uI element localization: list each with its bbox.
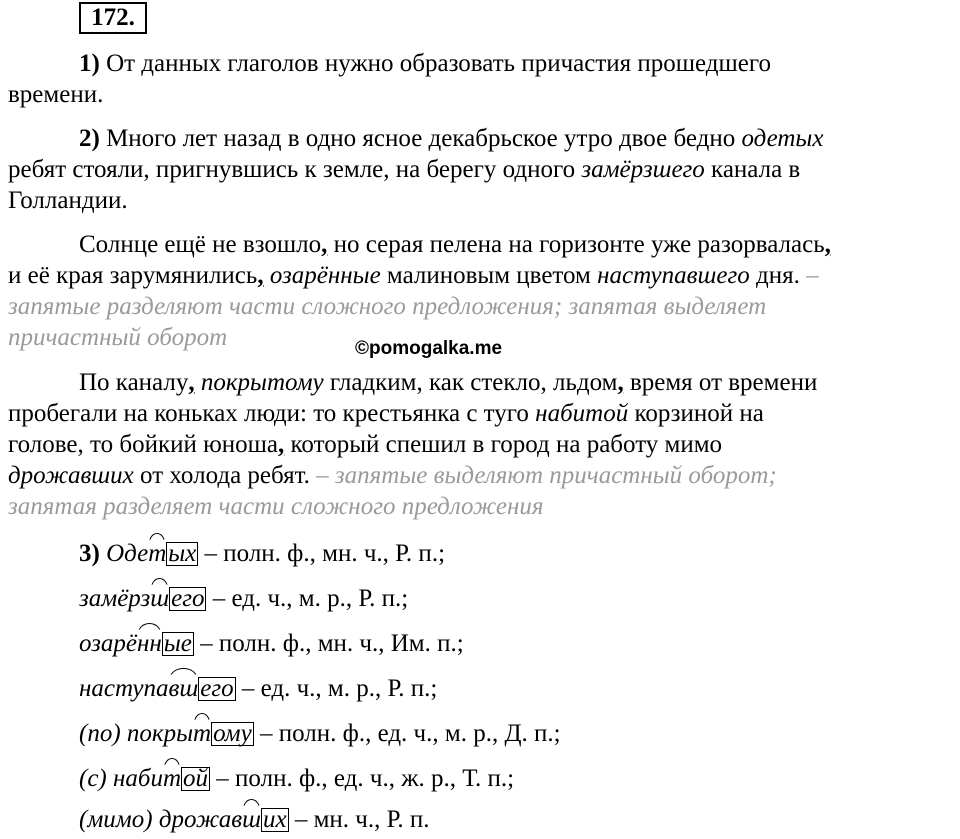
part1-line2: времени. <box>8 81 104 108</box>
comma-mark: , <box>257 262 264 289</box>
part2-p3-line4: дрожавших от холода ребят. – запятые выделяют причастный оборот; <box>8 462 777 489</box>
part2-p3-line3: голове, то бойкий юноша, который спешил в город на работу мимо <box>8 431 723 458</box>
part2-p1-line3: Голландии. <box>8 187 128 214</box>
part3-label: 3) <box>79 540 100 567</box>
part1-label: 1) <box>79 50 100 77</box>
morph-item-1: 3) Одетых – полн. ф., мн. ч., Р. п.; <box>79 540 446 567</box>
morph-item-3: озарённые – полн. ф., мн. ч., Им. п.; <box>79 630 464 657</box>
ending-box: его <box>200 675 234 702</box>
task-number: 172. <box>79 2 147 34</box>
comma-mark: , <box>617 369 624 396</box>
ending-box: ой <box>183 765 209 792</box>
comma-mark: , <box>278 431 285 458</box>
suffix-mark: ш <box>150 585 170 612</box>
part2-p2-comment2: причастный оборот <box>8 324 228 351</box>
comma-mark: , <box>824 231 831 258</box>
part2-p2-line2: и её края зарумянились, озарённые малиновым цветом наступавшего дня. – <box>8 262 819 289</box>
part2-p2-comment1: запятые разделяют части сложного предложения; запятая выделяет <box>8 293 767 320</box>
ending-box: их <box>263 806 287 833</box>
suffix-mark: т <box>162 765 182 792</box>
comma-mark: , <box>188 369 195 396</box>
ending-box: ые <box>163 630 192 657</box>
part1-line1: 1) От данных глаголов нужно образовать причастия прошедшего <box>79 50 771 77</box>
suffix-mark: т <box>148 540 167 567</box>
morph-item-7: (мимо) дрожавших – мн. ч., Р. п. <box>79 806 430 833</box>
part2-label: 2) <box>79 125 100 152</box>
watermark: ©pomogalka.me <box>355 338 503 359</box>
part2-p1-line1: 2) Много лет назад в одно ясное декабрьское утро двое бедно одетых <box>79 125 824 152</box>
part2-p2-line1: Солнце ещё не взошло, но серая пелена на горизонте уже разорвалась, <box>79 231 831 258</box>
ending-box: ому <box>213 720 252 747</box>
suffix-mark: т <box>193 720 212 747</box>
comma-mark: , <box>321 231 328 258</box>
morph-item-5: (по) покрытому – полн. ф., ед. ч., м. р., Д. п.; <box>79 720 561 747</box>
suffix-mark: вш <box>168 675 199 702</box>
morph-item-4: наступавшего – ед. ч., м. р., Р. п.; <box>79 675 438 702</box>
part2-p3-comment: запятая разделяет части сложного предложения <box>8 493 544 520</box>
suffix-mark: ш <box>242 806 261 833</box>
part2-p3-line1: По каналу, покрытому гладким, как стекло, льдом, время от времени <box>79 369 818 396</box>
ending-box: ых <box>168 540 197 567</box>
ending-box: его <box>171 585 205 612</box>
suffix-mark: нн <box>137 630 162 657</box>
part2-p1-line2: ребят стояли, пригнувшись к земле, на берегу одного замёрзшего канала в <box>8 156 801 183</box>
morph-item-2: замёрзшего – ед. ч., м. р., Р. п.; <box>79 585 409 612</box>
part2-p3-line2: пробегали на коньках люди: то крестьянка с туго набитой корзиной на <box>8 400 764 427</box>
morph-item-6: (с) набитой – полн. ф., ед. ч., ж. р., Т. п.; <box>79 765 515 792</box>
